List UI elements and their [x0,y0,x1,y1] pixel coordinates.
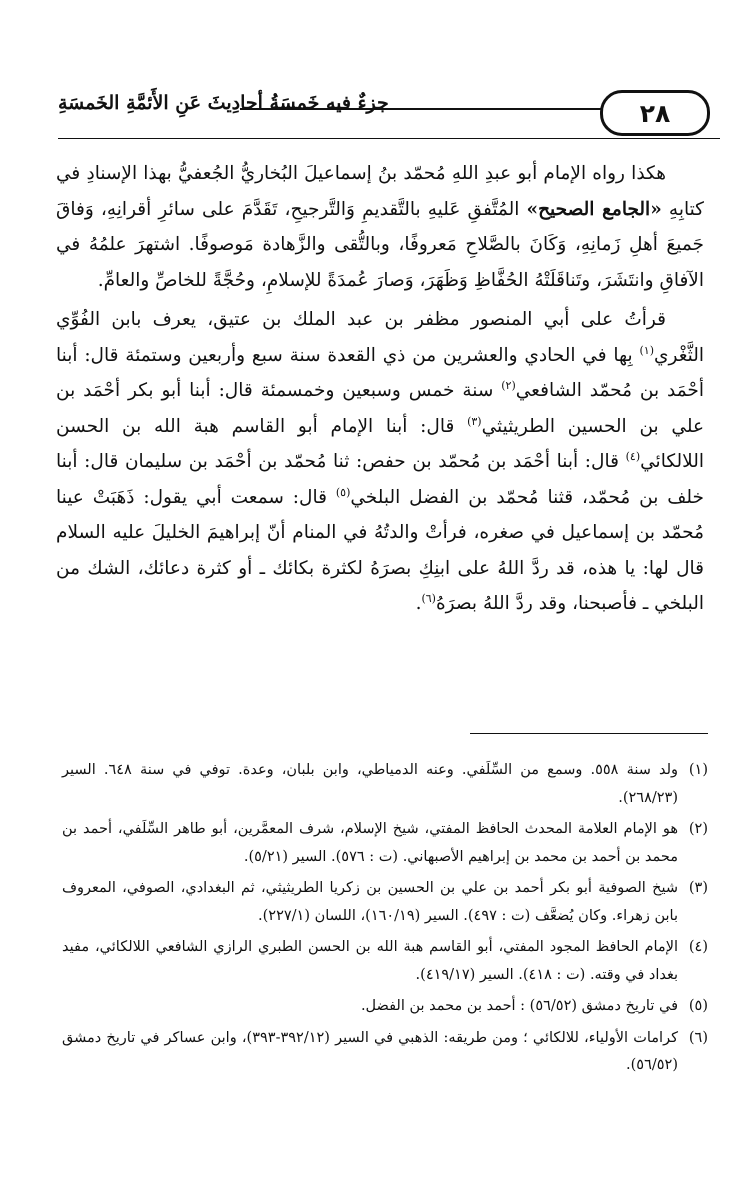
footnote-item [62,816,708,871]
paragraph-2-text-e: قال: أبنا أحْمَد بن مُحمّد بن حفص: ثنا مُحمّد بن أحْمَد بن سليمان قال: أبنا خلف بن مُحمّد، قثنا مُحمّد بن الفضل البلخي [56,451,704,508]
footnote-ref-2[interactable]: (٢) [501,378,516,392]
footnote-number: (٦) [688,1029,708,1046]
page-number-badge: ٢٨ [600,90,710,136]
footnote-text: الإمام الحافظ المجود المفتي، أبو القاسم هبة الله بن الحسن الطبري الرازي الشافعي اللالكائي، مفيد بغداد في وقته. (ت : ٤١٨). السير (٤١٩/١٧). [62,939,678,983]
header-underline [58,138,720,139]
footnote-item [62,1025,708,1080]
footnote-number: (٥) [688,998,708,1014]
footnote-ref-6[interactable]: (٦) [421,591,436,605]
main-text [56,156,704,622]
footnote-ref-3[interactable]: (٣) [467,414,482,428]
footnote-item [62,757,708,812]
footnote-text: في تاريخ دمشق (٥٦/٥٢) : أحمد بن محمد بن الفضل. [360,998,678,1014]
book-title: «الجامع الصحيح» [526,198,662,220]
footnote-text: كرامات الأولياء، للالكائي ؛ ومن طريقه: الذهبي في السير (٣٩٢/١٢-٣٩٣)، وابن عساكر في تاريخ دمشق (٥٦/٥٢). [62,1029,678,1073]
running-title: جزءٌ فيه خَمسَةُ أحادِيثَ عَنِ الأَئمَّةِ الخَمسَةِ [58,92,389,114]
paragraph-1-text-b: المُتَّفقِ عَليهِ بالتَّقديمِ وَالتَّرجيحِ، تَقَدَّمَ على سائرِ أقرانِهِ، وَفاقَ جَميعَ أهلِ زَمانِهِ، وَكَانَ بالصَّلاحِ مَعروفًا، وبالتُّقى والزَّهادة مَوصوفًا. اشتهرَ علمُهُ في الآفاقِ وانتَشَرَ، وتَناقَلَتْهُ الحُفَّاظِ وَظَهَرَ، وَصارَ عُمدَةً للإسلامِ، وحُجَّةً للخاصِّ والعامِّ. [56,198,704,291]
footnotes [62,757,708,1084]
footnote-separator [470,733,708,734]
footnote-number: (٤) [688,939,708,955]
page-header [40,78,720,148]
footnote-number: (٣) [688,880,708,896]
footnote-ref-5[interactable]: (٥) [335,485,351,499]
paragraph-2-text-b: بِها في الحادي والعشرين من ذي القعدة سنة سبع وأربعين وستمئة قال: أبنا أحْمَد بن مُحمّد الشافعي [56,344,704,401]
paragraph-2-text-g: . [415,593,422,614]
footnote-item [62,934,708,989]
footnote-item [62,993,708,1021]
footnote-ref-4[interactable]: (٤) [625,449,641,463]
footnote-number: (١) [688,762,708,778]
footnote-ref-1[interactable]: (١) [639,343,655,357]
paragraph-1 [56,156,704,298]
paragraph-2-text-c: سنة خمس وسبعين وخمسمئة قال: أبنا أبو بكر أحْمَد بن علي بن الحسين الطريثيثي [56,380,704,437]
footnote-item [62,875,708,930]
footnote-text: شيخ الصوفية أبو بكر أحمد بن علي بن الحسين بن زكريا الطريثيثي، ثم البغدادي، الصوفي، المعروف بابن زهراء. وكان يُضعَّف (ت : ٤٩٧). السير (١٦٠/١٩)، اللسان (٢٢٧/١). [62,880,678,924]
paragraph-2-text-d: قال: أبنا الإمام أبو القاسم هبة الله بن الحسن اللالكائي [56,415,704,472]
paragraph-2-text-f: قال: سمعت أبي يقول: ذَهَبَتْ عينا مُحمّد بن إسماعيل في صغره، فرأتْ والدتُهُ في المنام أنّ إبراهيمَ الخليلَ عليه السلام قال لها: يا هذه، قد ردَّ اللهُ على ابنِكِ بصرَهُ لكثرة بكائك ـ أو كثرة دعائك، الشك من البلخي ـ فأصبحنا، وقد ردَّ اللهُ بصرَهُ [56,486,704,614]
footnote-number: (٢) [688,821,708,837]
footnote-text: هو الإمام العلامة المحدث الحافظ المفتي، شيخ الإسلام، شرف المعمَّرين، أبو طاهر السِّلَفي، أحمد بن محمد بن أحمد بن محمد بن إبراهيم الأصبهاني. (ت : ٥٧٦). السير (٥/٢١). [62,821,678,865]
paragraph-1-text-a: هكذا رواه الإمام أبو عبدِ اللهِ مُحمّد بنُ إسماعيلَ البُخاريُّ الجُعفيُّ بهذا الإسنادِ في كتابِهِ [56,163,704,220]
paragraph-2-text-a: قرأتُ على أبي المنصور مظفر بن عبد الملك بن عتيق، يعرف بابن الفُوِّي الثَّغْري [56,309,704,366]
paragraph-2 [56,302,704,622]
footnote-text: ولد سنة ٥٥٨. وسمع من السِّلَفي. وعنه الدمياطي، وابن بلبان، وعدة. توفي في سنة ٦٤٨. السير (٢٦٨/٢٣). [62,762,679,806]
